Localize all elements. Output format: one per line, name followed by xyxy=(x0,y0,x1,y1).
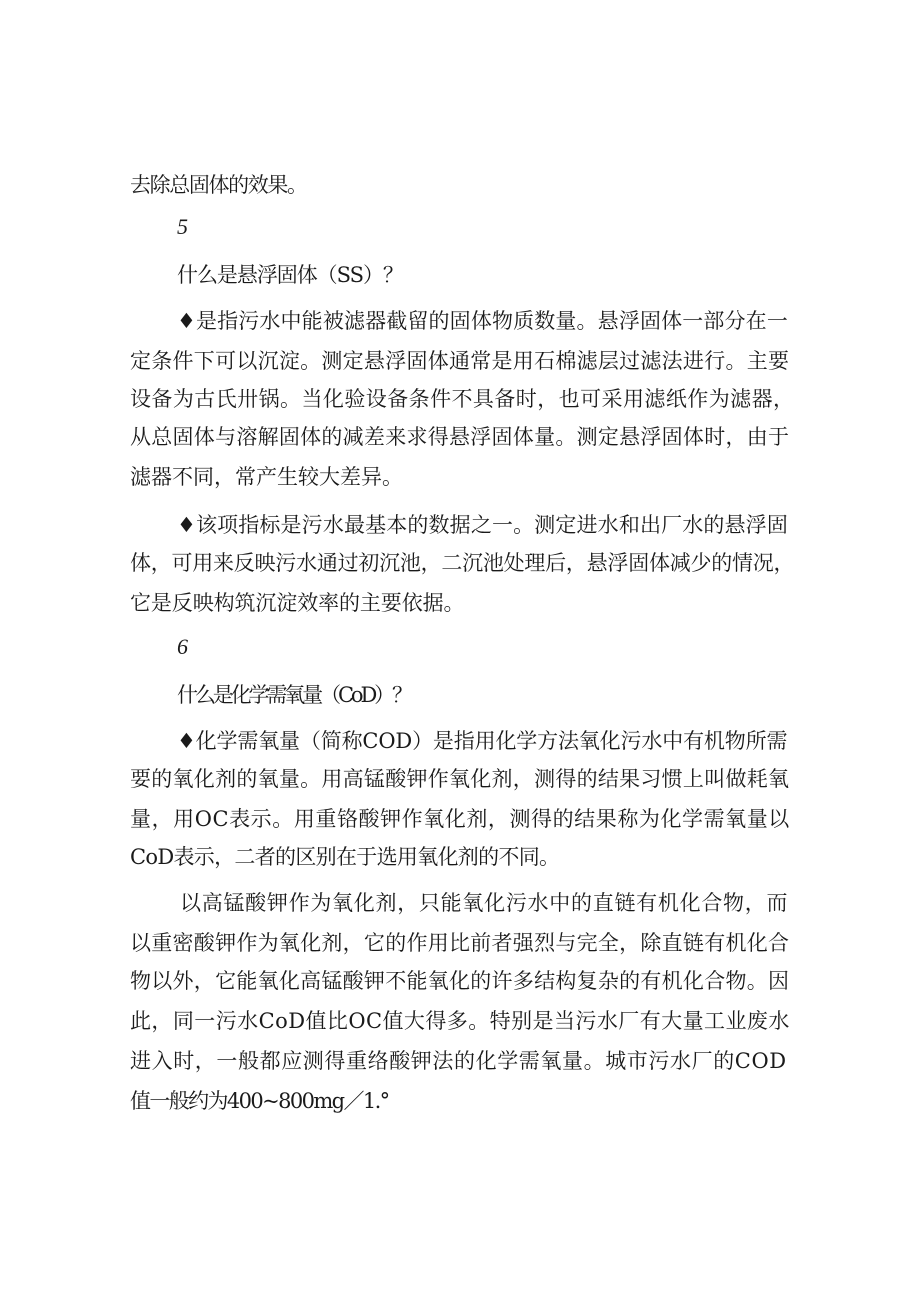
paragraph-line: CoD表示，二者的区别在于选用氧化剂的不同。 xyxy=(130,845,560,869)
continuation-line: 去除总固体的效果。 xyxy=(130,173,307,197)
question-heading: 什么是悬浮固体（SS）？ xyxy=(177,263,403,287)
paragraph-line: 滤器不同，常产生较大差异。 xyxy=(130,465,403,489)
paragraph-line: 定条件下可以沉淀。测定悬浮固体通常是用石棉滤层过滤法进行。主要 xyxy=(130,349,790,373)
paragraph-line: 设备为古氏卅锅。当化验设备条件不具备时，也可采用滤纸作为滤器， xyxy=(130,387,795,411)
paragraph-line: 体，可用来反映污水通过初沉池，二沉池处理后，悬浮固体减少的情况， xyxy=(130,551,795,575)
item-number: 5 xyxy=(177,214,190,239)
paragraph-line: 从总固体与溶解固体的减差来求得悬浮固体量。测定悬浮固体时，由于 xyxy=(130,425,790,449)
paragraph-line: 以高锰酸钾作为氧化剂，只能氧化污水中的直链有机化合物，而 xyxy=(180,891,789,915)
paragraph-line: 它是反映构筑沉淀效率的主要依据。 xyxy=(130,591,465,615)
paragraph-line: 以重密酸钾作为氧化剂，它的作用比前者强烈与完全，除直链有机化合 xyxy=(130,931,790,955)
paragraph-line: 进入时，一般都应测得重络酸钾法的化学需氧量。城市污水厂的COD xyxy=(130,1049,787,1073)
paragraph-line: ♦是指污水中能被滤器截留的固体物质数量。悬浮固体一部分在一 xyxy=(177,309,788,333)
paragraph-line: 量，用OC表示。用重铬酸钾作氧化剂，测得的结果称为化学需氧量以 xyxy=(130,807,790,831)
question-heading: 什么是化学需氧量（CoD）？ xyxy=(177,683,410,707)
paragraph-line: 要的氧化剂的氧量。用高锰酸钾作氧化剂，测得的结果习惯上叫做耗氧 xyxy=(130,767,790,791)
paragraph-line: ♦化学需氧量（简称COD）是指用化学方法氧化污水中有机物所需 xyxy=(177,729,788,753)
paragraph-line: 此，同一污水CoD值比OC值大得多。特别是当污水厂有大量工业废水 xyxy=(130,1009,790,1033)
item-number: 6 xyxy=(177,634,190,659)
paragraph-line: 值一般约为400~800mg／1.° xyxy=(130,1089,389,1113)
paragraph-line: ♦该项指标是污水最基本的数据之一。测定进水和出厂水的悬浮固 xyxy=(177,513,788,537)
paragraph-line: 物以外，它能氧化高锰酸钾不能氧化的许多结构复杂的有机化合物。因 xyxy=(130,969,790,993)
